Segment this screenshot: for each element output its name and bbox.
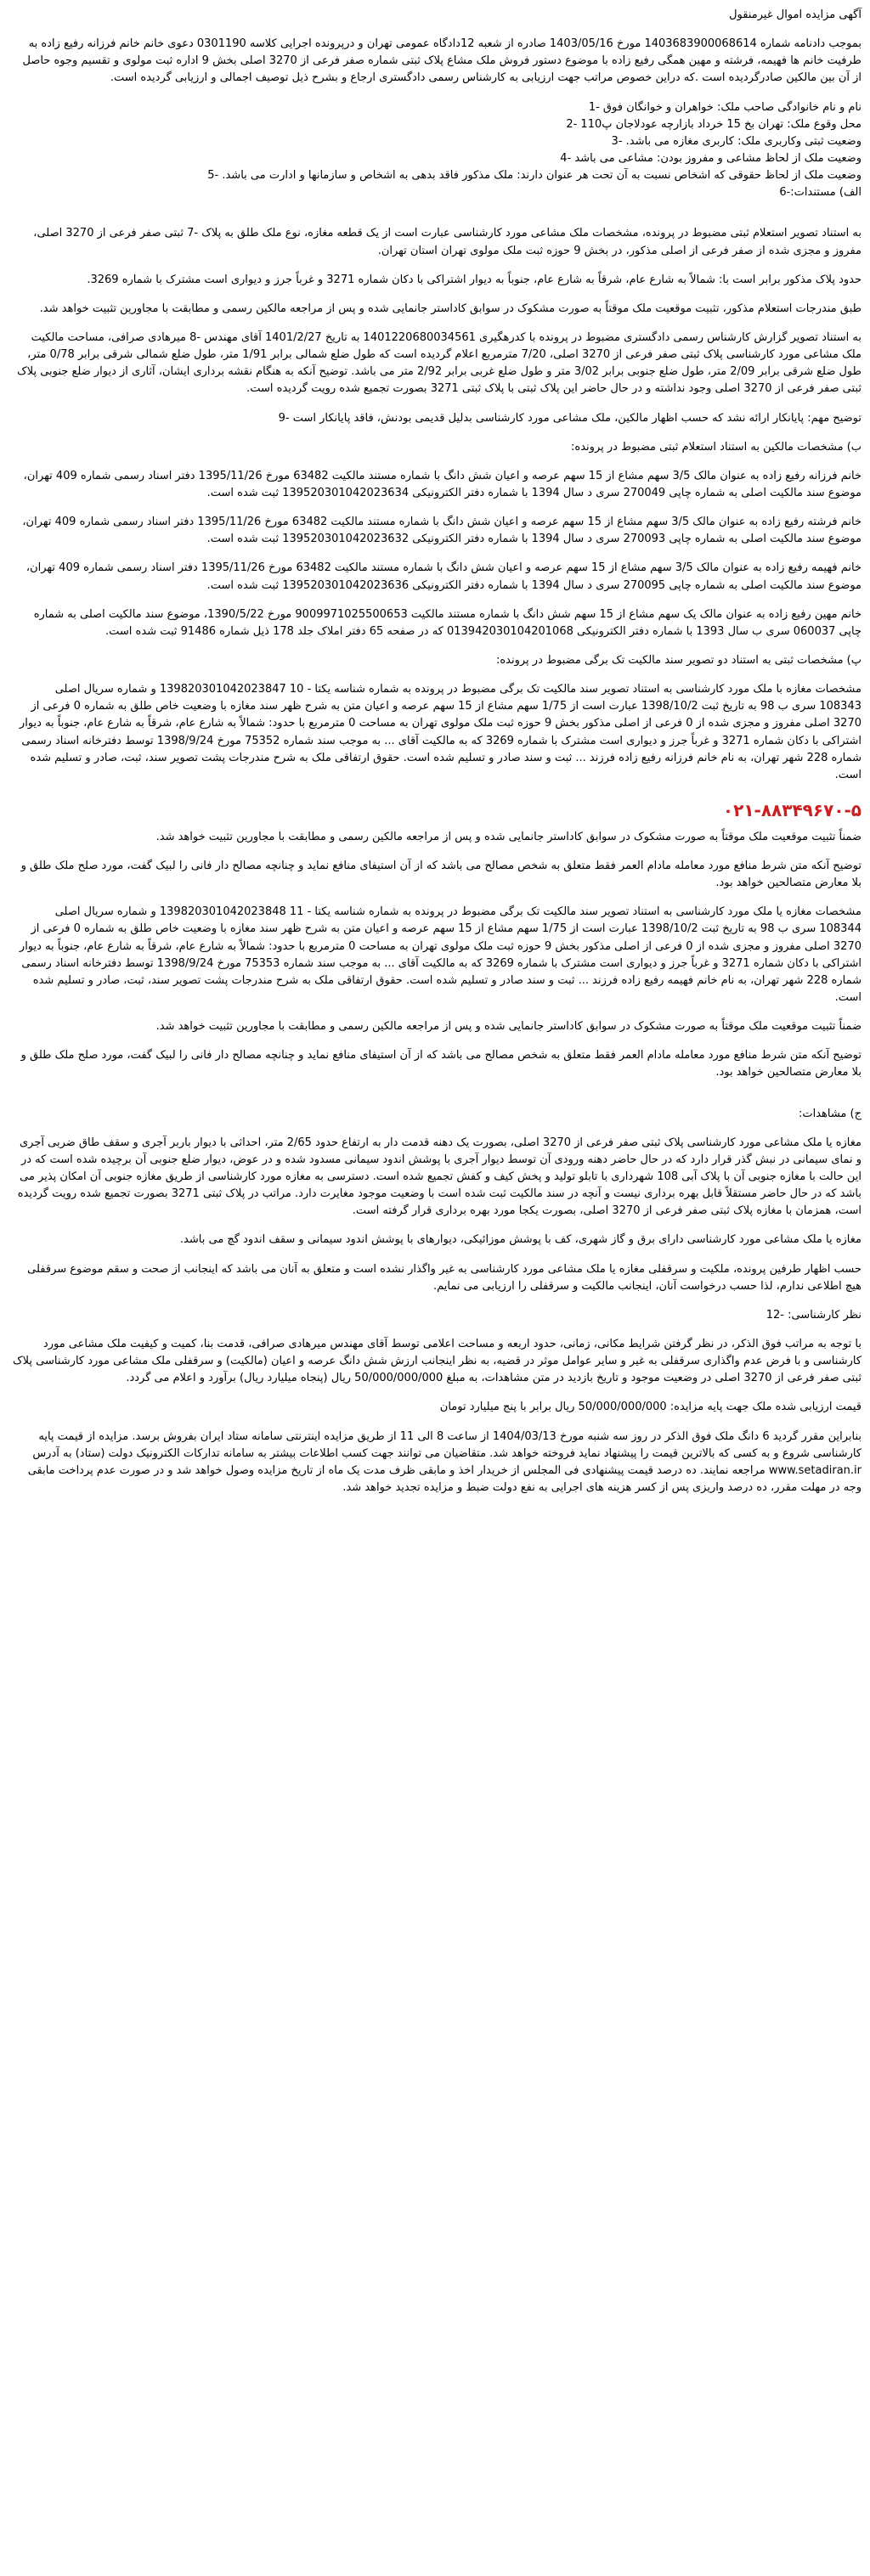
utilities-description: مغازه یا ملک مشاعی مورد کارشناسی دارای برق و گاز شهری، کف با پوشش موزائیکی، دیوارهای با پوشش اندود سیمانی و سقف اندود گچ می باشد. xyxy=(179,1233,862,1247)
owners-heading: ب) مشخصات مالکین به استناد استعلام ثبتی مضبوط در پرونده: xyxy=(571,440,862,454)
observations-heading: ج) مشاهدات: xyxy=(798,1107,862,1120)
phone-number-stamp: ۰۲۱-۸۸۳۴۹۶۷۰-۵ xyxy=(722,799,862,820)
owner-fereshteh: خانم فرشته رفیع زاده به عنوان مالک 3/5 سهم مشاع از 15 سهم عرصه و اعیان شش دانگ با شماره مستند مالکیت 63482 مورخ 1395/11/26 دفتر اسناد رسمی شماره 409 تهران، موضوع سند مالکیت اصلی به شماره چاپی 270093 سری د سال 1394 با شماره دفتر الکترونیکی 139520301042023632 ثبت شده است. xyxy=(22,516,862,546)
auction-conditions: بنابراین مقرر گردید 6 دانگ ملک فوق الذکر در روز سه شنبه مورخ 1404/03/13 از ساعت 8 الی 11 از طریق مزایده اینترنتی سامانه ستاد ایران بفروش برسد. مزایده از قیمت پایه کارشناسی شروع و به کسی که بالاترین قیمت را پیشنهاد نماید فروخته خواهد شد. متقاضیان می توانند جهت کسب اطلاعات بیشتر به سامانه تدارکات الکترونیک دولت (ستاد) به آدرس www.setadiran.ir مراجعه نمایند. ده درصد قیمت پیشنهادی فی المجلس از خریدار اخذ و مابقی ظرف مدت یک ماه از تاریخ مزایده وصول خواهد شد و در صورت عدم پرداخت مابقی وجه در مهلت مقرر، ده درصد واریزی پس از کسر هزینه های اجرایی به نفع دولت ضبط و مزایده تجدید خواهد شد. xyxy=(27,1429,862,1494)
expert-opinion-text: با توجه به مراتب فوق الذکر، در نظر گرفتن شرایط مکانی، زمانی، حدود اربعه و مساحت اعلامی توسط آقای مهندس میرهادی صرافی، قدمت بنا، کمیت و کیفیت ملک مشاعی مورد کارشناسی و با فرض عدم واگذاری سرقفلی به غیر و سایر عوامل موثر در قضیه، به نظر اینجانب ارزش شش دانگ عرصه و اعیان (مالکیت) و سرقفلی ملک مشاعی مورد کارشناسی پلاک ثبتی صفر فرعی از 3270 اصلی در وضعیت موجود و تاریخ بازدید در متن مشاهدات، به مبلغ 50/000/000/000 ریال (پنجاه میلیارد ریال) برآورد و اعلام می گردد. xyxy=(13,1338,862,1385)
item-10-deed: مشخصات مغازه با ملک مورد کارشناسی به استناد تصویر سند مالکیت تک برگی مضبوط در پرونده به شماره شناسه یکتا - 10 139820301042023847 و شماره سریال اصلی 108343 سری ب 98 به تاریخ ثبت 1398/10/2 عبارت است از 1/75 سهم مشاع از 15 سهم عرصه و اعیان متن به شرح ظهر سند مغازه با وضعیت خاص طلق به شماره 0 فرعی از 3270 اصلی مفروز و مجزی شده از 0 فرعی از اصلی مذکور بخش 9 حوزه ثبت ملک مولوی تهران به مساحت 0 مترمربع با حدود: شمالاً به شارع عام، شرقاً به شارع عام، جنوباً به دیوار اشتراکی با دکان شماره 3271 و غرباً جرز و دیواری است مشترک با شماره 3269 که به مالکیت آقای ... به موجب سند شماره 75352 مورخ 1398/9/24 توسط دفترخانه اسناد رسمی شماره 228 شهر تهران، به نام خانم فرزانه رفیع زاده فرزند ... ثبت و سند صادر و تسلیم شده است. حقوق ارتفاقی ملک به شرح مندرجات پشت تصویر سند، ثبت، صادر و تسلیم شده است. xyxy=(19,683,862,781)
item-9-important-note: توضیح مهم: پایانکار ارائه نشد که حسب اظهار مالکین، ملک مشاعی مورد کارشناسی بدلیل قدیمی بودنش، فاقد پایانکار است -9 xyxy=(278,411,862,425)
item-12-expert-opinion-heading: نظر کارشناسی: -12 xyxy=(765,1308,862,1322)
owner-fahimeh: خانم فهیمه رفیع زاده به عنوان مالک 3/5 سهم مشاع از 15 سهم عرصه و اعیان شش دانگ با شماره مستند مالکیت 63482 مورخ 1395/11/26 دفتر اسناد رسمی شماره 409 تهران، موضوع سند مالکیت اصلی به شماره چاپی 270095 سری د سال 1394 با شماره دفتر الکترونیکی 139520301042023636 ثبت شده است. xyxy=(25,561,862,592)
cadastre-note: طبق مندرجات استعلام مذکور، تثبیت موقعیت ملک موقتاً به صورت مشکوک در سوابق کاداستر جانمایی شده و پس از مراجعه مالکین رسمی و مطابقت با مجاورین تثبیت خواهد شد. xyxy=(39,302,862,315)
observations-description: مغازه یا ملک مشاعی مورد کارشناسی پلاک ثبتی صفر فرعی از 3270 اصلی، بصورت یک دهنه قدمت دار به ارتفاع حدود 2/65 متر، احداثی با دیوار باربر آجری و سقف طاق ضربی آجری و نمای سیمانی در نبش گذر قرار دارد که در حال حاضر دهنه ورودی آن توسط دیوار آجری با پوشش اندود سیمانی مسدود شده و در عوض، دیوار ضلع جنوبی آن برچیده شده است که در این حالت با مغازه جنوبی آن با پلاک آبی 108 شهرداری با تابلو تولید و پخش کیف و کفش تجمیع شده است. دسترسی به مغازه مورد کارشناسی از طریق مغازه جنوبی آن امکان پذیر می باشد که در حال حاضر مستقلاً قابل بهره برداری نیست و آنچه در سند مالکیت ثبت شده است با وضعیت موجود مغایرت دارد. مراتب در پلاک ثبتی 3271 بصورت تجمیع شده رویت گردیده است، همزمان با مغازه پلاک ثبتی صفر فرعی از 3270 اصلی، بصورت یکجا مورد بهره برداری قرار گرفته است. xyxy=(17,1136,862,1218)
item-11-deed: مشخصات مغازه یا ملک مورد کارشناسی به استناد تصویر سند مالکیت تک برگی مضبوط در پرونده به شماره شناسه یکتا - 11 139820301042023848 و شماره سریال اصلی 108344 سری ب 98 به تاریخ ثبت 1398/10/2 عبارت است از 1/75 سهم مشاع از 15 سهم عرصه و اعیان متن به شرح ظهر سند مغازه با وضعیت خاص طلق به شماره 0 فرعی از 3270 اصلی مفروز و مجزی شده از 0 فرعی از اصلی مذکور بخش 9 حوزه ثبت ملک مولوی تهران به مساحت 0 مترمربع با حدود: شمالاً به شارع عام، شرقاً به شارع عام، جنوباً به دیوار اشتراکی با دکان شماره 3271 و غرباً جرز و دیواری است مشترک با شماره 3269 که به مالکیت آقای ... به موجب سند شماره 75353 مورخ 1398/9/24 توسط دفترخانه اسناد رسمی شماره 228 شهر تهران، به نام خانم فهیمه رفیع زاده فرزند ... ثبت و سند صادر و تسلیم شده است. حقوق ارتفاقی ملک به شرح مندرجات پشت تصویر سند، ثبت، صادر و تسلیم شده است. xyxy=(19,905,862,1005)
property-items-list: نام و نام خانوادگی صاحب ملک: خواهران و خوانگان فوق -1 محل وقوع ملک: تهران بخ 15 خرداد بازارچه عودلاجان پ110 -2 وضعیت ثبتی وکاربری ملک: کاربری مغازه می باشد. -3 وضعیت ملک از لحاظ مشاعی و مفروز بودن: مشاعی می باشد -4 وضعیت ملک از لحاظ حقوقی که اشخاص نسبت به آن تحت هر عنوان دارند: ملک مذکور فاقد بدهی به اشخاص و سازمانها و ادارت می باشد. -5 الف) مستندات:-6 xyxy=(207,100,862,200)
cadastre-note-3: ضمناً تثبیت موقعیت ملک موقتاً به صورت مشکوک در سوابق کاداستر جانمایی شده و پس از مراجعه مالکین رسمی و مطابقت با مجاورین تثبیت خواهد شد. xyxy=(155,1020,862,1034)
owner-farzaneh: خانم فرزانه رفیع زاده به عنوان مالک 3/5 سهم مشاع از 15 سهم عرصه و اعیان شش دانگ با شماره مستند مالکیت 63482 مورخ 1395/11/26 دفتر اسناد رسمی شماره 409 تهران، موضوع سند مالکیت اصلی به شماره چاپی 270049 سری د سال 1394 با شماره دفتر الکترونیکی 139520301042023634 ثبت شده است. xyxy=(23,469,862,499)
intro-paragraph: بموجب دادنامه شماره 1403683900068614 مورخ 1403/05/16 صادره از شعبه 12دادگاه عمومی تهران و درپرونده اجرایی کلاسه 0301190 دعوی خانم خانم فرزانه رفیع زاده به طرفیت خانم ها فهیمه، فرشته و مهین همگی رفیع زاده با موضوع دستور فروش ملک مشاع پلاک ثبتی شماره صفر فرعی از 3270 اصلی بخش 9 اداره ثبت مولوی و تقسیم وجوه حاصل از آن بین مالکین صادرگردیده است .که دراین خصوص مراتب جهت ارزیابی به کارشناس رسمی دادگستری ارجاع و بشرح ذیل توصیف اجمالی و ارزیابی گردیده است. xyxy=(22,37,862,85)
cadastre-note-2: ضمناً تثبیت موقعیت ملک موقتاً به صورت مشکوک در سوابق کاداستر جانمایی شده و پس از مراجعه مالکین رسمی و مطابقت با مجاورین تثبیت خواهد شد. xyxy=(155,830,862,843)
notice-title: آگهی مزایده اموال غیرمنقول xyxy=(729,8,862,21)
item-8-survey-report: به استناد تصویر گزارش کارشناس رسمی دادگستری مضبوط در پرونده با کدرهگیری 1401220680034561 به تاریخ 1401/2/27 آقای مهندس -8 میرهادی صرافی، مساحت مالکیت ملک مشاعی مورد کارشناسی پلاک ثبتی صفر فرعی از 3270 اصلی، 7/20 مترمربع اعلام گردیده است که طول ضلع شمالی برابر 1/91 متر، طول ضلع شمالی شرقی برابر 0/78 متر، طول ضلع شرقی برابر 2/09 متر، طول ضلع جنوبی برابر 3/02 متر و طول ضلع غربی برابر 2/92 متر می باشد. توضیح آنکه به هنگام نقشه برداری ایشان، آثاری از دیوار ضلع جنوبی پلاک ثبتی صفر فرعی از 3270 اصلی وجود نداشته و در حال حاضر این پلاک ثبتی با پلاک ثبتی 3271 بصورت تجمیع شده رویت گردیده است. xyxy=(17,330,862,396)
parties-statement: حسب اظهار طرفین پرونده، ملکیت و سرقفلی مغازه یا ملک مشاعی مورد کارشناسی به غیر واگذار نشده است و متعلق به آنان می باشد که اینجانب از صحت و سقم موضوع سرقفلی هیچ اطلاعی ندارم، لذا حسب درخواست آنان، اینجانب مالکیت و سرقفلی را ارزیابی می نمایم. xyxy=(27,1262,862,1293)
deeds-heading: پ) مشخصات ثبتی به استناد دو تصویر سند مالکیت تک برگی مضبوط در پرونده: xyxy=(495,653,862,667)
base-price-line: قیمت ارزیابی شده ملک جهت پایه مزایده: 50/000/000/000 ریال برابر با پنج میلیارد تومان xyxy=(439,1401,862,1414)
usufruct-note-2: توضیح آنکه متن شرط منافع مورد معامله مادام العمر فقط متعلق به شخص مصالح می باشد که از آن استیفای منافع نماید و چنانچه مصالح دار فانی را لبیک گفت، مورد صلح ملک طلق و بلا معارض متصالحین خواهد بود. xyxy=(20,1049,862,1079)
property-boundaries: حدود پلاک مذکور برابر است با: شمالاً به شارع عام، شرقاً به شارع عام، جنوباً به دیوار اشتراکی با دکان شماره 3271 و غرباً جرز و دیواری است مشترک با شماره 3269. xyxy=(87,273,862,286)
owner-mahin: خانم مهین رفیع زاده به عنوان مالک یک سهم مشاع از 15 سهم شش دانگ با شماره مستند مالکیت 9009971025500653 مورخ 1390/5/22، موضوع سند مالکیت اصلی به شماره چاپی 060037 سری ب سال 1393 با شماره دفتر الکترونیکی 013942030104201068 که در صفحه 65 دفتر املاک جلد 178 ذیل شماره 91486 ثبت شده است. xyxy=(33,607,862,638)
usufruct-note-1: توضیح آنکه متن شرط منافع مورد معامله مادام العمر فقط متعلق به شخص مصالح می باشد که از آن استیفای منافع نماید و چنانچه مصالح دار فانی را لبیک گفت، مورد صلح ملک طلق و بلا معارض متصالحین خواهد بود. xyxy=(20,860,862,890)
item-7-registration: به استناد تصویر استعلام ثبتی مضبوط در پرونده، مشخصات ملک مشاعی مورد کارشناسی عبارت است از یک قطعه مغازه، نوع ملک طلق به پلاک -7 ثبتی صفر فرعی از 3270 اصلی، مفروز و مجزی شده از صفر فرعی از اصلی مذکور، در بخش 9 حوزه ثبت ملک مولوی تهران استان تهران. xyxy=(33,227,862,257)
